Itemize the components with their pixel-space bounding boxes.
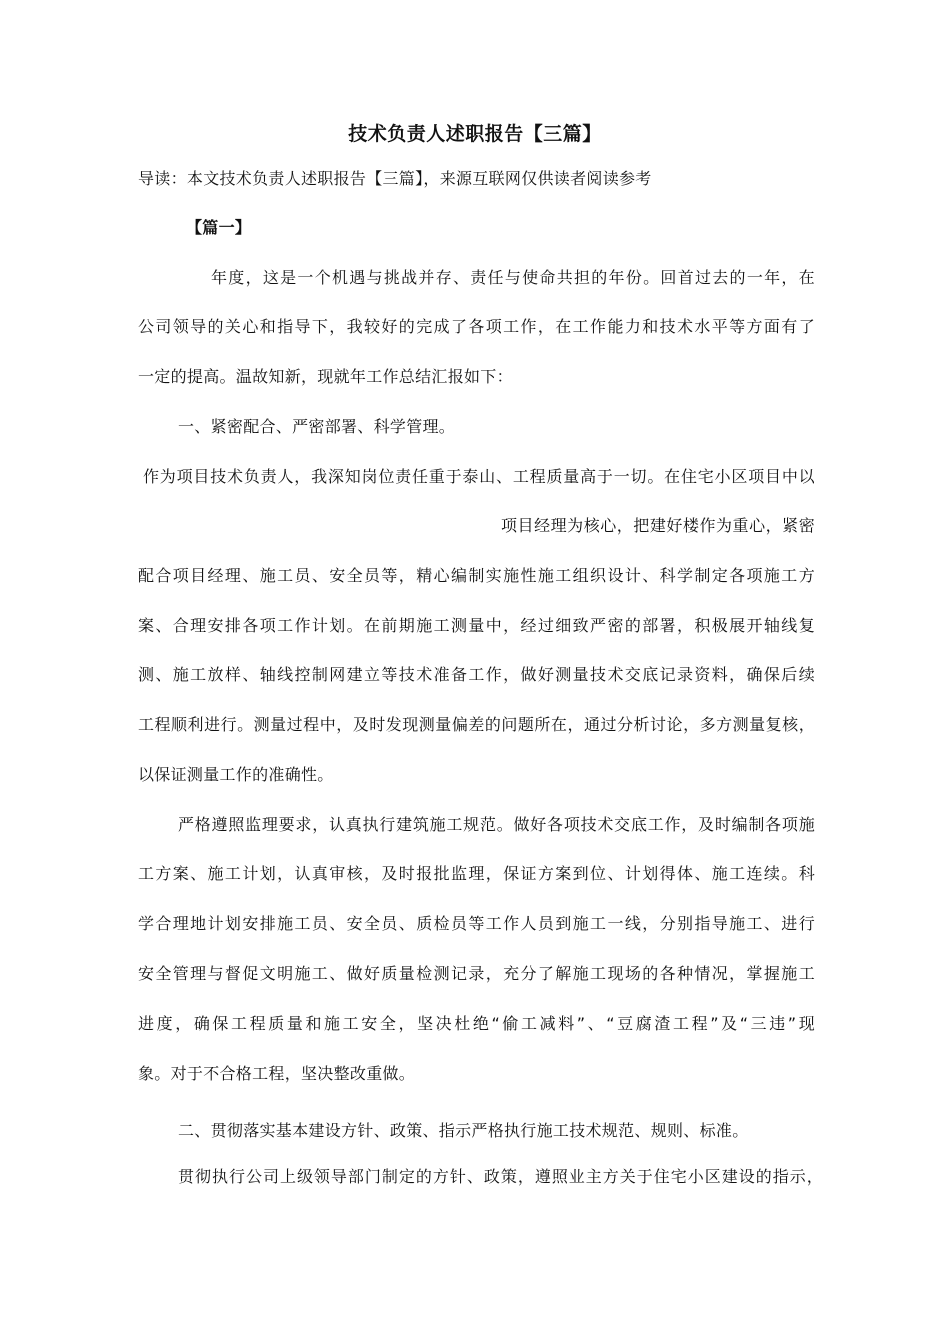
paragraph-line: 公司领导的关心和指导下，我较好的完成了各项工作，在工作能力和技术水平等方面有了 xyxy=(138,317,815,336)
paragraph-line: 项目经理为核心，把建好楼作为重心，紧密 xyxy=(501,516,815,535)
paragraph-line: 作为项目技术负责人，我深知岗位责任重于泰山、工程质量高于一切。在住宅小区项目中以 xyxy=(143,467,815,486)
paragraph-line: 年度，这是一个机遇与挑战并存、责任与使命共担的年份。回首过去的一年，在 xyxy=(211,268,815,287)
paragraph-line: 工方案、施工计划，认真审核，及时报批监理，保证方案到位、计划得体、施工连续。科 xyxy=(138,864,815,883)
paragraph-line: 案、合理安排各项工作计划。在前期施工测量中，经过细致严密的部署，积极展开轴线复 xyxy=(138,616,815,635)
section-label: 【篇一】 xyxy=(186,218,252,237)
paragraph-line: 进度，确保工程质量和施工安全，坚决杜绝“偷工减料”、“豆腐渣工程”及“三违”现 xyxy=(138,1014,815,1033)
paragraph-line: 配合项目经理、施工员、安全员等，精心编制实施性施工组织设计、科学制定各项施工方 xyxy=(138,566,815,585)
intro-text: 导读：本文技术负责人述职报告【三篇】，来源互联网仅供读者阅读参考 xyxy=(138,169,652,188)
paragraph-line: 工程顺利进行。测量过程中，及时发现测量偏差的问题所在，通过分析讨论，多方测量复核， xyxy=(138,715,815,734)
section-heading: 一、紧密配合、严密部署、科学管理。 xyxy=(178,417,456,436)
paragraph-line: 严格遵照监理要求，认真执行建筑施工规范。做好各项技术交底工作，及时编制各项施 xyxy=(178,815,815,834)
paragraph-line: 以保证测量工作的准确性。 xyxy=(138,765,334,784)
paragraph-line: 贯彻执行公司上级领导部门制定的方针、政策，遵照业主方关于住宅小区建设的指示， xyxy=(178,1167,823,1186)
paragraph-line: 安全管理与督促文明施工、做好质量检测记录，充分了解施工现场的各种情况，掌握施工 xyxy=(138,964,815,983)
section-heading: 二、贯彻落实基本建设方针、政策、指示严格执行施工技术规范、规则、标准。 xyxy=(178,1121,749,1140)
paragraph-line: 测、施工放样、轴线控制网建立等技术准备工作，做好测量技术交底记录资料，确保后续 xyxy=(138,665,815,684)
paragraph-line: 学合理地计划安排施工员、安全员、质检员等工作人员到施工一线，分别指导施工、进行 xyxy=(138,914,815,933)
paragraph-line: 象。对于不合格工程，坚决整改重做。 xyxy=(138,1064,416,1083)
document-title: 技术负责人述职报告【三篇】 xyxy=(348,123,602,145)
paragraph-line: 一定的提高。温故知新，现就年工作总结汇报如下： xyxy=(138,367,513,386)
